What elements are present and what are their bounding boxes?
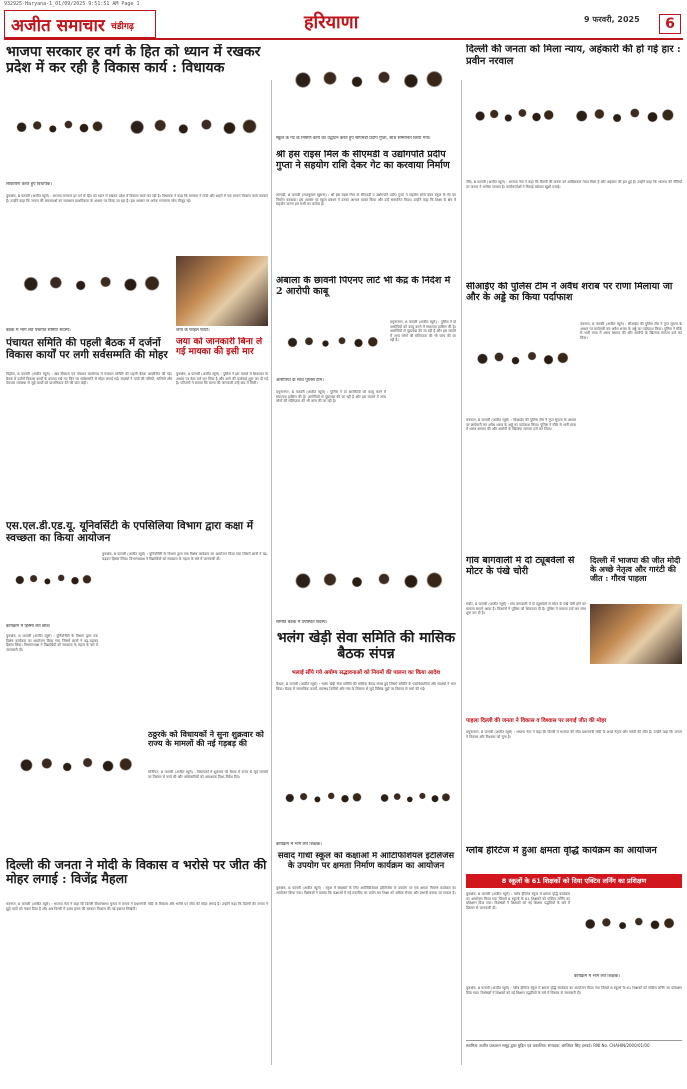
masthead-city: चंडीगढ़	[111, 22, 134, 32]
page-number: 6	[659, 14, 681, 34]
subhead-a14: पाहला दिल्ली की जनता ने विकास व विश्वास पर लगाई जीत की मोहर	[466, 718, 607, 724]
photo-a9	[276, 556, 456, 618]
body-a4-col: कुरुक्षेत्र, 8 फरवरी (अजीत ब्यूरो) : यूनिवर्सिटी के विभाग द्वारा एक विशेष कार्यक्रम का आयोजन किया गया जिसमें छात्रों ने बढ़-चढ़कर हिस्सा लिया। विभागाध्यक्ष ने विद्यार्थियों को स्वच्छता के महत्व के बारे में जानकारी दी।	[6, 634, 98, 652]
headline-a9: भलंग खेड़ी सेवा समिति की मासिक बैठक संपन्न	[276, 630, 456, 663]
photo-a1	[6, 92, 110, 180]
masthead-logo	[4, 10, 156, 38]
headline-a13: गांव बागवाली में दो ट्यूबवेलों से मोटर के पंखे चोरी	[466, 556, 575, 577]
headline-a7: श्री हंस राइस मिल के सीएमडी व उद्योगपति प्रदीप गुप्ता ने सहयोग राशि देकर गेट का करवाया निर्माण	[276, 150, 450, 171]
photo-a8	[276, 320, 386, 376]
photo-a5	[6, 730, 142, 818]
photo-a1-second	[114, 92, 268, 180]
headline-a8: अंबाला के छावनी पिएनए लाटे भी केंद्र के निर्देश में 2 आरोपी काबू	[276, 276, 451, 297]
photo-a14	[590, 604, 682, 664]
body-a13: रादौर, 8 फरवरी (अजीत ब्यूरो) : गांव बागवाली में दो ट्यूबवेलों से मोटर के पंखे चोरी होने का मामला सामने आया है। किसानों ने पुलिस को शिकायत दी है। पुलिस ने मामला दर्ज कर जांच शुरू कर दी है।	[466, 602, 586, 616]
caption-a7: स्कूल के गेट के निर्माण कार्य का उद्घाटन करते हुए सीएमडी प्रदीप गुप्ता, साथ सम्मानित किया गया।	[276, 136, 431, 141]
headline-a15: ग्लोब हेरिटेज में हुआ क्षमता वृद्धि कार्यक्रम का आयोजन	[466, 846, 657, 856]
body-a8-col: यमुनानगर, 8 फरवरी (अजीत ब्यूरो) : पुलिस ने दो आरोपियों को काबू करने में सफलता हासिल की है। आरोपियों से पूछताछ की जा रही है और इस मामले में अन्य लोगों की संलिप्तता की भी जांच की जा रही है।	[276, 390, 386, 404]
body-a3: कुरुक्षेत्र, 8 फरवरी (अजीत ब्यूरो) : पुलिस ने इस मामले में शिकायत के आधार पर केस दर्ज कर लिया है और आगे की कार्रवाई शुरू कर दी गई है। परिजनों ने बताया कि घटना की जानकारी उन्हें बाद में मिली।	[176, 372, 268, 386]
photo-a4	[6, 552, 98, 622]
column-divider	[271, 80, 272, 1065]
caption-a5	[6, 820, 142, 828]
photo-a10	[276, 770, 368, 840]
photo-a7	[276, 44, 456, 134]
headline-a11: दिल्ली की जनता को मिला न्याय, अहंकारी की हो गई हार : प्रवीन नरवाल	[466, 44, 681, 67]
body-a12-col: करनाल, 8 फरवरी (अजीत ब्यूरो) : सीआईए की पुलिस टीम ने गुप्त सूचना के आधार पर छापेमारी कर अवैध शराब के अड्डे का पर्दाफाश किया। पुलिस ने मौके से भारी मात्रा में शराब बरामद की और आरोपी के खिलाफ मामला दर्ज कर लिया।	[466, 418, 576, 432]
body-a15-col: कुरुक्षेत्र, 8 फरवरी (अजीत ब्यूरो) : ग्लोब हेरिटेज स्कूल में क्षमता वृद्धि कार्यक्रम का आयोजन किया गया जिसमें 8 स्कूलों के 61 शिक्षकों को एक्टिव लर्निंग का प्रशिक्षण दिया गया। विशेषज्ञों ने शिक्षकों को नई शिक्षण पद्धतियों के बारे में विस्तार से जानकारी दी।	[466, 986, 682, 995]
subhead-a9: भलाई सौंपे गये अयोग्य सद्भावनाओं को नियमों की पालना का किया आदेश	[291, 670, 441, 676]
body-a10: कुरुक्षेत्र, 8 फरवरी (अजीत ब्यूरो) : स्कूल में शिक्षकों के लिए आर्टिफिशियल इंटेलिजेंस के उपयोग पर एक क्षमता निर्माण कार्यक्रम का आयोजन किया गया। विशेषज्ञों ने बताया कि कक्षाओं में नई तकनीक का प्रयोग कर शिक्षा को अधिक रोचक और प्रभावी बनाया जा सकता है।	[276, 886, 456, 895]
body-a1: कुरुक्षेत्र, 8 फरवरी (अजीत ब्यूरो) : भाजपा सरकार हर वर्ग के हित को ध्यान में रखकर प्रदेश में विकास कार्य कर रही है। विधायक ने कहा कि सरकार ने गांवों और शहरों में एक समान विकास कार्य करवाए हैं। उन्होंने कहा कि जनता की समस्याओं का समाधान प्राथमिकता के आधार पर किया जा रहा है। इस अवसर पर अनेक गणमान्य लोग मौजूद रहे।	[6, 194, 268, 203]
print-info-line: 932925-Haryana-1_01/09/2025 9:51:51 AM Page 1	[4, 1, 140, 7]
photo-a3	[176, 256, 268, 326]
body-a15: कुरुक्षेत्र, 8 फरवरी (अजीत ब्यूरो) : ग्लोब हेरिटेज स्कूल में क्षमता वृद्धि कार्यक्रम का आयोजन किया गया जिसमें 8 स्कूलों के 61 शिक्षकों को एक्टिव लर्निंग का प्रशिक्षण दिया गया। विशेषज्ञों ने शिक्षकों को नई शिक्षण पद्धतियों के बारे में विस्तार से जानकारी दी।	[466, 892, 570, 910]
caption-a4: कार्यक्रम में हिस्सा लेते छात्र।	[6, 624, 51, 629]
body-a5: सोनीपत, 8 फरवरी (अजीत ब्यूरो) : विधायकों ने शुक्रवार को बैठक में राज्य से जुड़े मामलों पर विस्तार से चर्चा की और अधिकारियों को आवश्यक दिशा-निर्देश दिए।	[148, 770, 268, 779]
headline-a3: जया को जानकारी बिना ले गई मायका की इसी मार	[176, 337, 263, 358]
photo-a10-second	[372, 770, 456, 840]
caption-a8: आरोपियों के साथ पुलिस टीम।	[276, 378, 324, 383]
photo-a15	[574, 892, 682, 972]
masthead	[4, 10, 683, 40]
photo-a11-second	[564, 76, 682, 176]
headline-a14: दिल्ली में भाजपा की जीत मोदी के अच्छे नेतृत्व और गारंटी की जीत : गौरव पाहला	[590, 556, 681, 584]
masthead-date: 9 फरवरी, 2025	[584, 15, 640, 24]
column-divider	[461, 80, 462, 1065]
headline-a1: भाजपा सरकार हर वर्ग के हित को ध्यान में रखकर प्रदेश में कर रही है विकास कार्य : विधायक	[6, 44, 261, 77]
body-a8: यमुनानगर, 8 फरवरी (अजीत ब्यूरो) : पुलिस ने दो आरोपियों को काबू करने में सफलता हासिल की है। आरोपियों से पूछताछ की जा रही है और इस मामले में अन्य लोगों की संलिप्तता की भी जांच की जा रही है।	[390, 320, 456, 343]
caption-a9: समिति बैठक में उपस्थित सदस्य।	[276, 620, 328, 625]
headline-a6: दिल्ली की जनता ने मोदी के विकास व भरोसे पर जीत की मोहर लगाई : विजेंद्र मैहला	[6, 858, 267, 887]
body-a4: कुरुक्षेत्र, 8 फरवरी (अजीत ब्यूरो) : यूनिवर्सिटी के विभाग द्वारा एक विशेष कार्यक्रम का आयोजन किया गया जिसमें छात्रों ने बढ़-चढ़कर हिस्सा लिया। विभागाध्यक्ष ने विद्यार्थियों को स्वच्छता के महत्व के बारे में जानकारी दी।	[102, 552, 268, 561]
body-a2: पिहोवा, 8 फरवरी (अजीत ब्यूरो) : खंड विकास एवं पंचायत कार्यालय में पंचायत समिति की पहली बैठक आयोजित की गई। बैठक में दर्जनों विकास कार्यों के प्रस्ताव रखे गए जिन पर सर्वसम्मति से मोहर लगाई गई। सदस्यों ने गांवों की गलियों, नालियों और पेयजल व्यवस्था से जुड़े कार्यों को प्राथमिकता देने की बात कही।	[6, 372, 172, 386]
body-a7: तरावड़ी, 8 फरवरी (राजकुमार खुराना) : श्री हंस राइस मिल के सीएमडी व उद्योगपति प्रदीप गुप्ता ने सहयोग राशि देकर स्कूल के गेट का निर्माण करवाया। इस अवसर पर स्कूल प्रबंधन ने उनका आभार व्यक्त किया और उन्हें सम्मानित किया। उन्होंने कहा कि शिक्षा के क्षेत्र में सहयोग करना हम सभी का कर्तव्य है।	[276, 193, 456, 207]
headline-a12: सीआईए की पुलिस टीम ने अवैध शराब पर राणा मिलाया जा और के अड्डे का किया पर्दाफाश	[466, 282, 673, 303]
body-a6: करनाल, 8 फरवरी (अजीत ब्यूरो) : भाजपा नेता ने कहा कि दिल्ली विधानसभा चुनाव में जनता ने प्रधानमंत्री मोदी के विकास और भरोसे पर जीत की मोहर लगाई है। उन्होंने कहा कि दिल्ली की जनता ने झूठे वादों को नकार दिया है और अब दिल्ली में डबल इंजन की सरकार विकास की नई इबारत लिखेगी।	[6, 902, 268, 911]
footer-imprint: स्वामित्व अजीत प्रकाशन समूह द्वारा मुद्रित एवं प्रकाशित। संपादक: बरजिंदर सिंह हमदर्द। RNI No. CHAHIN/2000/01/00	[466, 1040, 682, 1065]
photo-a12	[466, 322, 576, 414]
caption-a3: जया के फाइल फोटो।	[176, 328, 210, 333]
headline-a10: संवाद गांधी स्कूल को कक्षाओं में आर्टिफिशियल इंटेलिजेंस के उपयोग पर क्षमता निर्माण कार्यक्रम का आयोजन	[277, 852, 455, 871]
photo-a11	[466, 76, 560, 176]
body-a11: जींद, 8 फरवरी (अजीत ब्यूरो) : भाजपा नेता ने कहा कि दिल्ली की जनता को आखिरकार न्याय मिला है और अहंकार की हार हुई है। उन्होंने कहा कि भाजपा की नीतियों पर जनता ने भरोसा जताया है। कार्यकर्ताओं ने मिठाई बांटकर खुशी मनाई।	[466, 180, 682, 189]
photo-a2	[6, 256, 172, 326]
section-title: हरियाणा	[304, 12, 359, 33]
body-a9: कैथल, 8 फरवरी (अजीत ब्यूरो) : भलंग खेड़ी सेवा समिति की मासिक बैठक संपन्न हुई जिसमें समिति के पदाधिकारियों और सदस्यों ने भाग लिया। बैठक में सामाजिक कार्यों, स्वास्थ्य शिविरों और गांव के विकास से जुड़े विभिन्न मुद्दों पर विस्तार से चर्चा की गई।	[276, 682, 456, 691]
caption-a1: लोकार्पण करते हुए विधायक।	[6, 182, 52, 187]
caption-a2: बैठक में भाग लेते पंचायत समिति सदस्य।	[6, 328, 71, 333]
headline-a4: एस.एल.डी.एड.यू. यूनिवर्सिटी के एपसिलिया विभाग द्वारा कक्षा में स्वच्छता का किया आयोजन	[6, 520, 254, 545]
body-a14: यमुनानगर, 8 फरवरी (अजीत ब्यूरो) : भाजपा नेता ने कहा कि दिल्ली में भाजपा की जीत प्रधानमंत्री मोदी के अच्छे नेतृत्व और गारंटी की जीत है। उन्होंने कहा कि जनता ने विकास और विश्वास को चुना है।	[466, 730, 682, 739]
headline-a2: पंचायत समिति की पहली बैठक में दर्जनों विकास कार्यों पर लगी सर्वसम्मति की मोहर	[6, 337, 168, 362]
body-a12: करनाल, 8 फरवरी (अजीत ब्यूरो) : सीआईए की पुलिस टीम ने गुप्त सूचना के आधार पर छापेमारी कर अवैध शराब के अड्डे का पर्दाफाश किया। पुलिस ने मौके से भारी मात्रा में शराब बरामद की और आरोपी के खिलाफ मामला दर्ज कर लिया।	[580, 322, 682, 340]
caption-a10: कार्यक्रम में भाग लेते शिक्षक।	[276, 842, 322, 847]
headline-a5: ठठ्ठरके को विधायकों ने सुना शुक्रवार को राज्य के मामलों की नई गड़बड़ की	[148, 730, 264, 749]
caption-a15: कार्यक्रम में भाग लेते शिक्षक।	[574, 974, 620, 979]
subhead-a15: 8 स्कूलों के 61 शिक्षकों को दिया एक्टिव लर्निंग का प्रशिक्षण	[466, 874, 682, 888]
masthead-logo-text: अजीत समाचार	[11, 16, 105, 36]
